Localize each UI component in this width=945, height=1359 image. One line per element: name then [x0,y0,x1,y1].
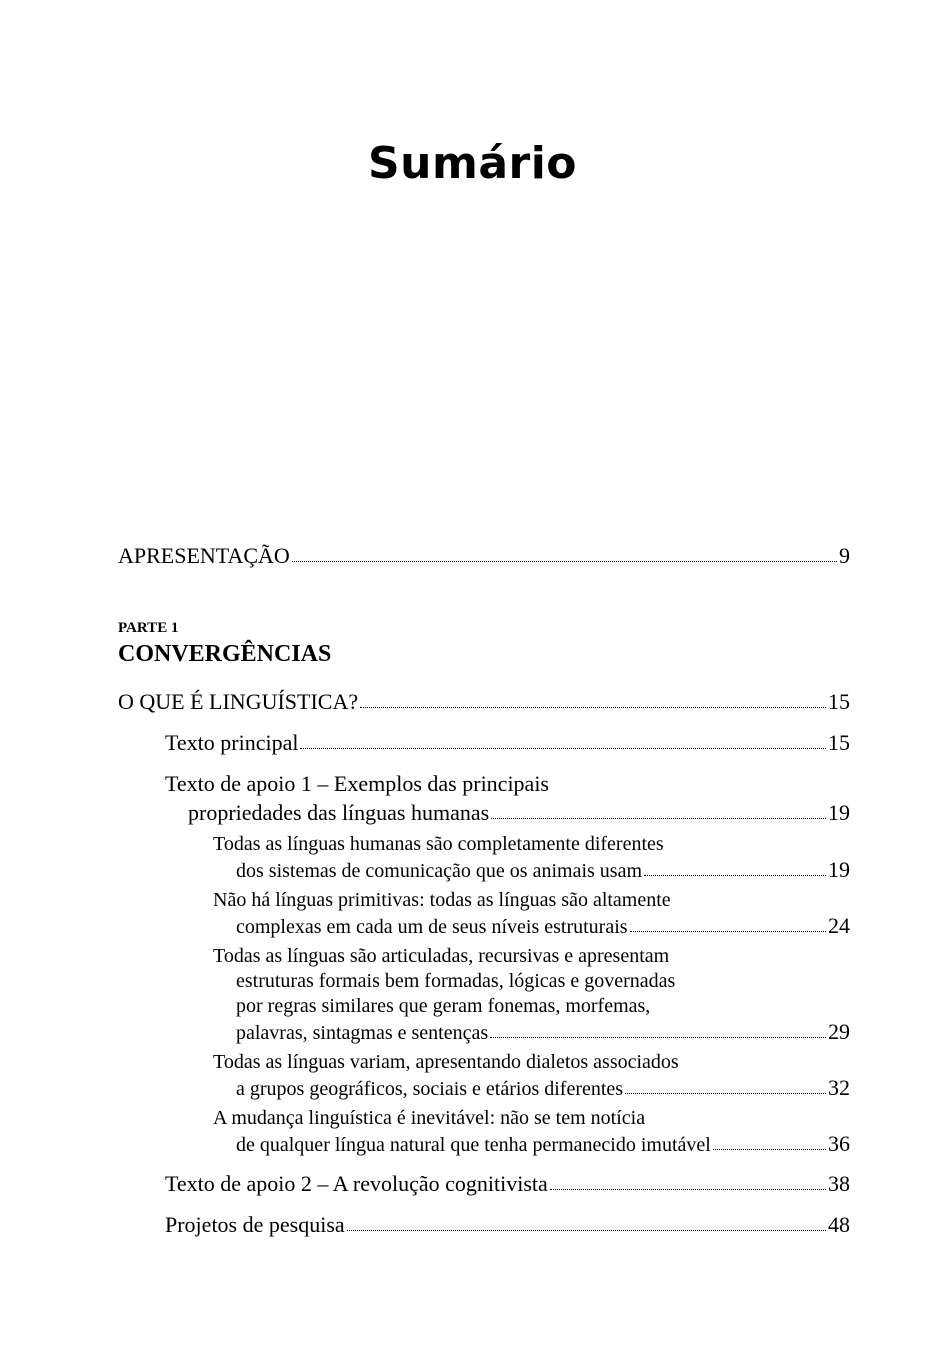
toc-subentry[interactable] [236,1021,850,1043]
toc-page-number: 38 [828,1171,850,1196]
toc-entry-label: palavras, sintagmas e sentenças [236,1022,489,1044]
toc-subentry-line[interactable]: Todas as línguas humanas são completamente diferentes [213,833,664,855]
dot-leader [491,818,826,819]
part-title: CONVERGÊNCIAS [118,641,332,667]
toc-entry-chapter[interactable] [118,691,850,713]
toc-subentry[interactable] [236,1077,850,1099]
toc-entry-label: de qualquer língua natural que tenha permanecido imutável [236,1134,711,1156]
toc-subentry-line[interactable]: A mudança linguística é inevitável: não se tem notícia [213,1107,646,1129]
part-label: PARTE 1 [118,620,179,636]
toc-page-number: 48 [828,1212,850,1237]
page-title: Sumário [367,138,578,189]
toc-entry-label: Projetos de pesquisa [165,1212,345,1237]
toc-subentry[interactable] [236,915,850,937]
toc-subentry-line[interactable]: Todas as línguas variam, apresentando dialetos associados [213,1051,679,1073]
toc-entry-section[interactable] [165,732,850,754]
toc-entry-label: a grupos geográficos, sociais e etários diferentes [236,1078,624,1100]
toc-page-number: 32 [828,1075,850,1100]
toc-entry-section[interactable] [188,802,850,824]
dot-leader [300,748,826,749]
toc-entry-label: dos sistemas de comunicação que os animais usam [236,860,643,882]
dot-leader [644,875,826,876]
dot-leader [347,1230,826,1231]
toc-entry-label: O QUE É LINGUÍSTICA? [118,689,359,714]
dot-leader [625,1093,826,1094]
toc-subentry[interactable] [236,859,850,881]
toc-subentry-line[interactable]: Não há línguas primitivas: todas as línguas são altamente [213,889,671,911]
toc-page-number: 15 [828,689,850,714]
dot-leader [713,1149,826,1150]
dot-leader [490,1037,826,1038]
toc-entry-label: Texto principal [165,730,299,755]
toc-entry-label: propriedades das línguas humanas [188,800,490,825]
toc-page-number: 19 [828,857,850,882]
toc-entry-label: complexas em cada um de seus níveis estruturais [236,916,628,938]
toc-page-number: 36 [828,1131,850,1156]
toc-entry-label: Texto de apoio 2 – A revolução cognitivista [165,1171,548,1196]
dot-leader [550,1189,826,1190]
toc-page-number: 24 [828,913,850,938]
toc-subentry-line[interactable]: estruturas formais bem formadas, lógicas e governadas [236,970,676,992]
toc-entry-section[interactable] [165,1214,850,1236]
toc-entry-presentation[interactable] [118,545,850,567]
toc-page-number: 15 [828,730,850,755]
toc-page-number: 29 [828,1019,850,1044]
dot-leader [360,707,826,708]
toc-entry-label: APRESENTAÇÃO [118,543,290,568]
toc-subentry[interactable] [236,1133,850,1155]
toc-subentry-line[interactable]: Todas as línguas são articuladas, recursivas e apresentam [213,945,670,967]
toc-entry-section-line[interactable]: Texto de apoio 1 – Exemplos das principais [165,771,549,796]
dot-leader [292,561,837,562]
toc-entry-section[interactable] [165,1173,850,1195]
toc-page-number: 9 [839,543,850,568]
toc-subentry-line[interactable]: por regras similares que geram fonemas, morfemas, [236,995,651,1017]
toc-page-number: 19 [828,800,850,825]
dot-leader [630,931,826,932]
